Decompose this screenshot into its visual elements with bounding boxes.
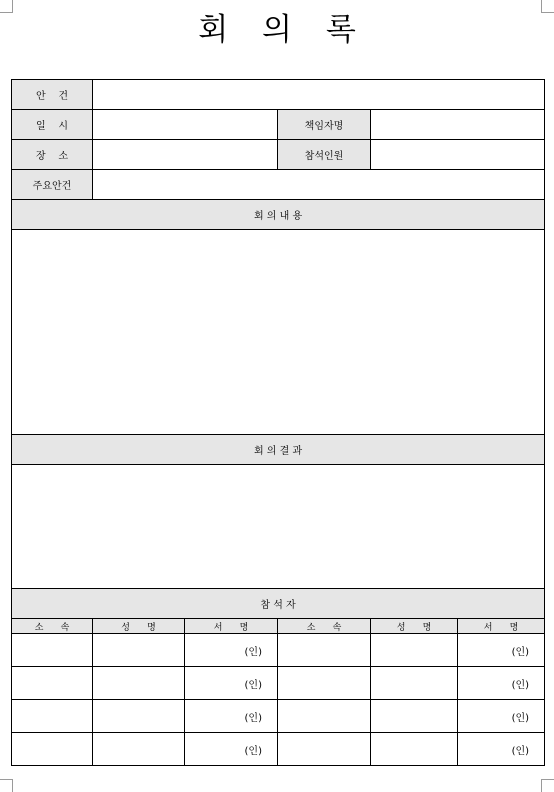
signature-cell[interactable]: (인) <box>458 634 545 667</box>
result-body-row <box>12 465 545 589</box>
name-cell[interactable] <box>93 667 185 700</box>
result-header-row <box>12 435 545 465</box>
crop-mark-bottom-right <box>541 779 554 792</box>
meeting-minutes-form <box>11 79 545 766</box>
datetime-label: 일 시 <box>12 110 93 140</box>
affiliation-cell[interactable] <box>12 634 93 667</box>
datetime-row <box>12 110 545 140</box>
attendee-row <box>12 700 545 733</box>
affiliation-cell[interactable] <box>12 700 93 733</box>
attendee-row <box>12 634 545 667</box>
responsible-field[interactable] <box>371 110 545 140</box>
attendees-section-header: 참 석 자 <box>12 589 545 619</box>
column-name: 성 명 <box>93 619 185 634</box>
place-row <box>12 140 545 170</box>
crop-mark-bottom-left <box>0 779 13 792</box>
attendee-count-field[interactable] <box>371 140 545 170</box>
affiliation-cell[interactable] <box>12 667 93 700</box>
column-name: 성 명 <box>371 619 458 634</box>
name-cell[interactable] <box>93 733 185 766</box>
result-section-header: 회 의 결 과 <box>12 435 545 465</box>
attendee-count-label: 참석인원 <box>278 140 371 170</box>
signature-cell[interactable]: (인) <box>185 667 278 700</box>
place-field[interactable] <box>93 140 278 170</box>
meeting-result-field[interactable] <box>12 465 545 589</box>
affiliation-cell[interactable] <box>278 733 371 766</box>
attendees-header-row <box>12 589 545 619</box>
column-signature: 서 명 <box>458 619 545 634</box>
place-label: 장 소 <box>12 140 93 170</box>
name-cell[interactable] <box>371 667 458 700</box>
signature-cell[interactable]: (인) <box>458 667 545 700</box>
main-agenda-label: 주요안건 <box>12 170 93 200</box>
agenda-row <box>12 80 545 110</box>
name-cell[interactable] <box>371 733 458 766</box>
name-cell[interactable] <box>93 634 185 667</box>
agenda-label: 안 건 <box>12 80 93 110</box>
name-cell[interactable] <box>371 700 458 733</box>
content-section-header: 회 의 내 용 <box>12 200 545 230</box>
datetime-field[interactable] <box>93 110 278 140</box>
name-cell[interactable] <box>93 700 185 733</box>
signature-cell[interactable]: (인) <box>458 733 545 766</box>
attendee-column-header-row <box>12 619 545 634</box>
affiliation-cell[interactable] <box>278 634 371 667</box>
attendee-row <box>12 667 545 700</box>
content-body-row <box>12 230 545 435</box>
attendee-row <box>12 733 545 766</box>
signature-cell[interactable]: (인) <box>185 634 278 667</box>
affiliation-cell[interactable] <box>278 667 371 700</box>
content-header-row <box>12 200 545 230</box>
signature-cell[interactable]: (인) <box>185 733 278 766</box>
column-affiliation: 소 속 <box>278 619 371 634</box>
signature-cell[interactable]: (인) <box>185 700 278 733</box>
column-signature: 서 명 <box>185 619 278 634</box>
meeting-content-field[interactable] <box>12 230 545 435</box>
affiliation-cell[interactable] <box>278 700 371 733</box>
signature-cell[interactable]: (인) <box>458 700 545 733</box>
agenda-field[interactable] <box>93 80 545 110</box>
column-affiliation: 소 속 <box>12 619 93 634</box>
main-agenda-row <box>12 170 545 200</box>
document-title: 회 의 록 <box>198 12 368 48</box>
affiliation-cell[interactable] <box>12 733 93 766</box>
main-agenda-field[interactable] <box>93 170 545 200</box>
name-cell[interactable] <box>371 634 458 667</box>
responsible-label: 책임자명 <box>278 110 371 140</box>
